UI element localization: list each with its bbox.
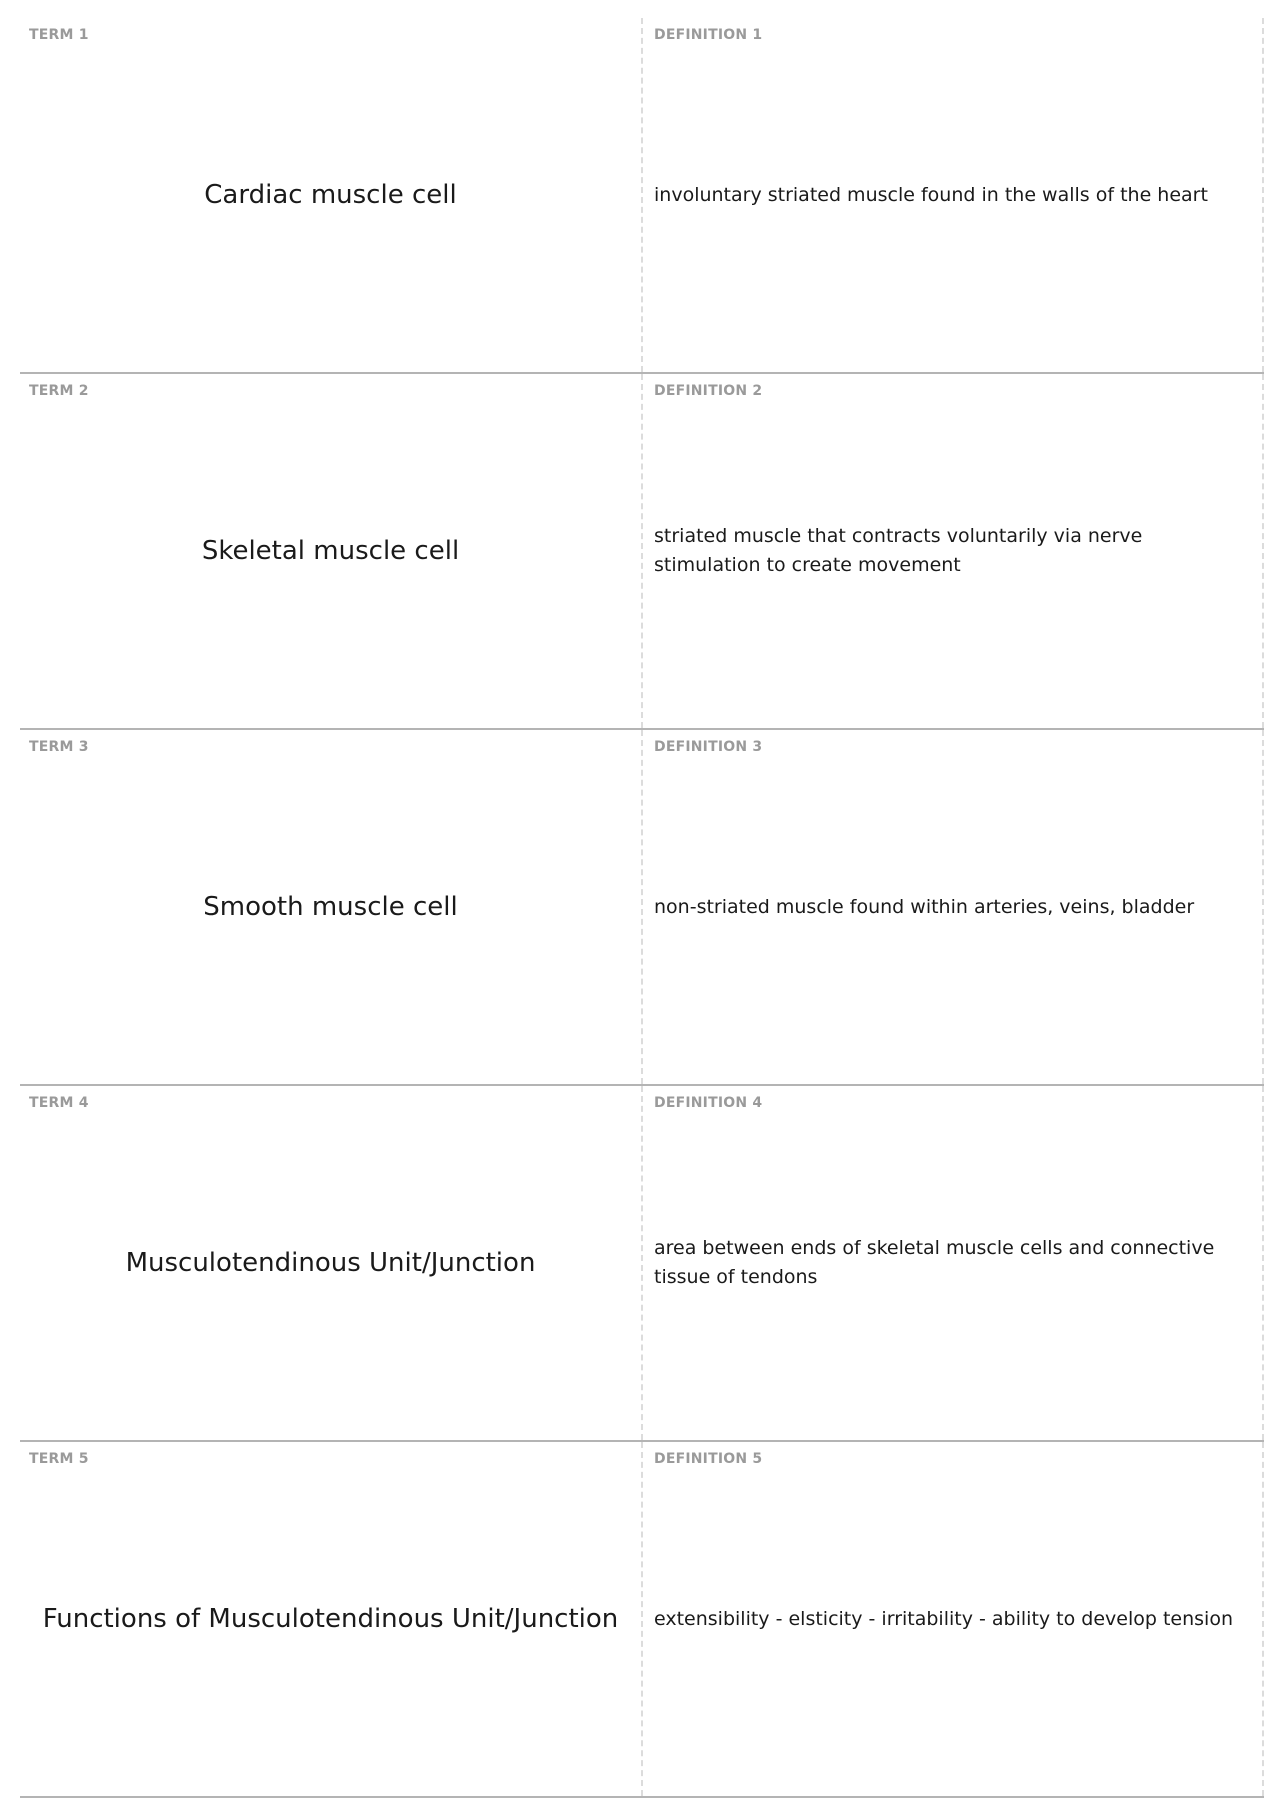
definition-label: DEFINITION 1 <box>654 27 763 43</box>
term-label: TERM 1 <box>29 27 89 43</box>
definition-label: DEFINITION 4 <box>654 1095 763 1111</box>
definition-cell <box>643 374 1264 728</box>
term-label: TERM 5 <box>29 1451 89 1467</box>
term-label: TERM 3 <box>29 739 89 755</box>
term-text: Skeletal muscle cell <box>201 536 460 566</box>
term-text: Smooth muscle cell <box>203 892 458 922</box>
flashcard-row-1 <box>20 18 1264 374</box>
definition-cell <box>643 1086 1264 1440</box>
definition-text: involuntary striated muscle found in the walls of the heart <box>654 183 1208 206</box>
term-text: Functions of Musculotendinous Unit/Junction <box>42 1604 619 1634</box>
flashcard-sheet <box>20 18 1264 1798</box>
definition-label: DEFINITION 2 <box>654 383 763 399</box>
definition-label: DEFINITION 3 <box>654 739 763 755</box>
term-cell <box>20 1442 643 1796</box>
definition-text: extensibility - elsticity - irritability - ability to develop tension <box>654 1607 1233 1630</box>
definition-cell <box>643 18 1264 372</box>
flashcard-row-4 <box>20 1086 1264 1442</box>
definition-label: DEFINITION 5 <box>654 1451 763 1467</box>
term-cell <box>20 730 643 1084</box>
flashcard-row-5 <box>20 1442 1264 1798</box>
definition-cell <box>643 730 1264 1084</box>
flashcard-row-2 <box>20 374 1264 730</box>
flashcard-row-3 <box>20 730 1264 1086</box>
term-text: Musculotendinous Unit/Junction <box>125 1248 536 1278</box>
term-cell <box>20 18 643 372</box>
term-label: TERM 4 <box>29 1095 89 1111</box>
definition-text: striated muscle that contracts voluntarily via nerve stimulation to create movement <box>654 525 1143 576</box>
term-cell <box>20 374 643 728</box>
term-text: Cardiac muscle cell <box>204 180 457 210</box>
definition-text: area between ends of skeletal muscle cells and connective tissue of tendons <box>654 1237 1215 1288</box>
term-cell <box>20 1086 643 1440</box>
definition-cell <box>643 1442 1264 1796</box>
definition-text: non-striated muscle found within arteries, veins, bladder <box>654 895 1195 918</box>
term-label: TERM 2 <box>29 383 89 399</box>
